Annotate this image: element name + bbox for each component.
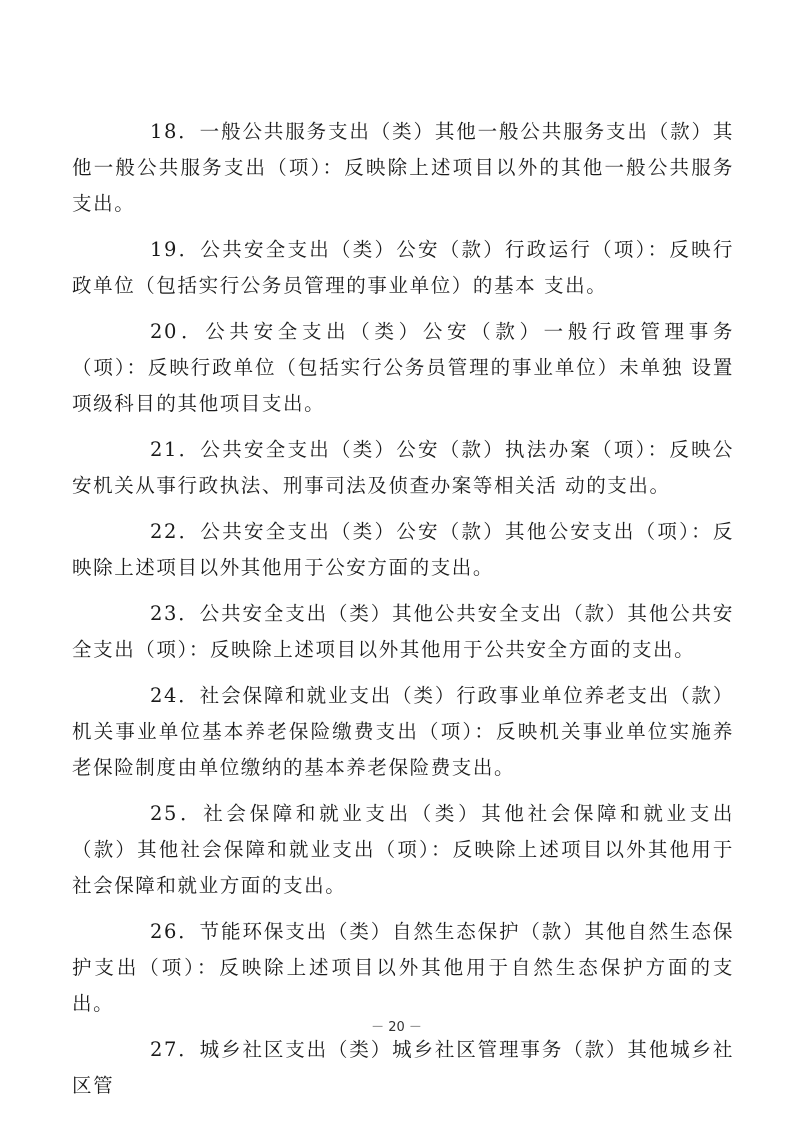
paragraph-22: 22．公共安全支出（类）公安（款）其他公安支出（项）：反映除上述项目以外其他用于公安方面的支出。 bbox=[72, 520, 734, 579]
document-body bbox=[72, 114, 734, 1114]
paragraph-24: 24．社会保障和就业支出（类）行政事业单位养老支出（款）机关事业单位基本养老保险缴费支出（项）：反映机关事业单位实施养老保险制度由单位缴纳的基本养老保险费支出。 bbox=[72, 684, 734, 779]
page-number: － 20 － bbox=[371, 1020, 422, 1035]
paragraph-27: 27．城乡社区支出（类）城乡社区管理事务（款）其他城乡社区管 bbox=[72, 1038, 734, 1097]
paragraph-19: 19．公共安全支出（类）公安（款）行政运行（项）：反映行政单位（包括实行公务员管理的事业单位）的基本 支出。 bbox=[72, 238, 734, 297]
paragraph-21: 21．公共安全支出（类）公安（款）执法办案（项）：反映公安机关从事行政执法、刑事司法及侦查办案等相关活 动的支出。 bbox=[72, 438, 734, 497]
paragraph-26: 26．节能环保支出（类）自然生态保护（款）其他自然生态保护支出（项）：反映除上述项目以外其他用于自然生态保护方面的支出。 bbox=[72, 920, 734, 1015]
paragraph-23: 23．公共安全支出（类）其他公共安全支出（款）其他公共安全支出（项）：反映除上述项目以外其他用于公共安全方面的支出。 bbox=[72, 602, 734, 661]
paragraph-25: 25．社会保障和就业支出（类）其他社会保障和就业支出（款）其他社会保障和就业支出（项）：反映除上述项目以外其他用于社会保障和就业方面的支出。 bbox=[72, 802, 734, 897]
paragraph-20: 20．公共安全支出（类）公安（款）一般行政管理事务（项）：反映行政单位（包括实行公务员管理的事业单位）未单独 设置项级科目的其他项目支出。 bbox=[72, 320, 734, 415]
paragraph-18: 18．一般公共服务支出（类）其他一般公共服务支出（款）其他一般公共服务支出（项）：反映除上述项目以外的其他一般公共服务支出。 bbox=[72, 120, 734, 215]
